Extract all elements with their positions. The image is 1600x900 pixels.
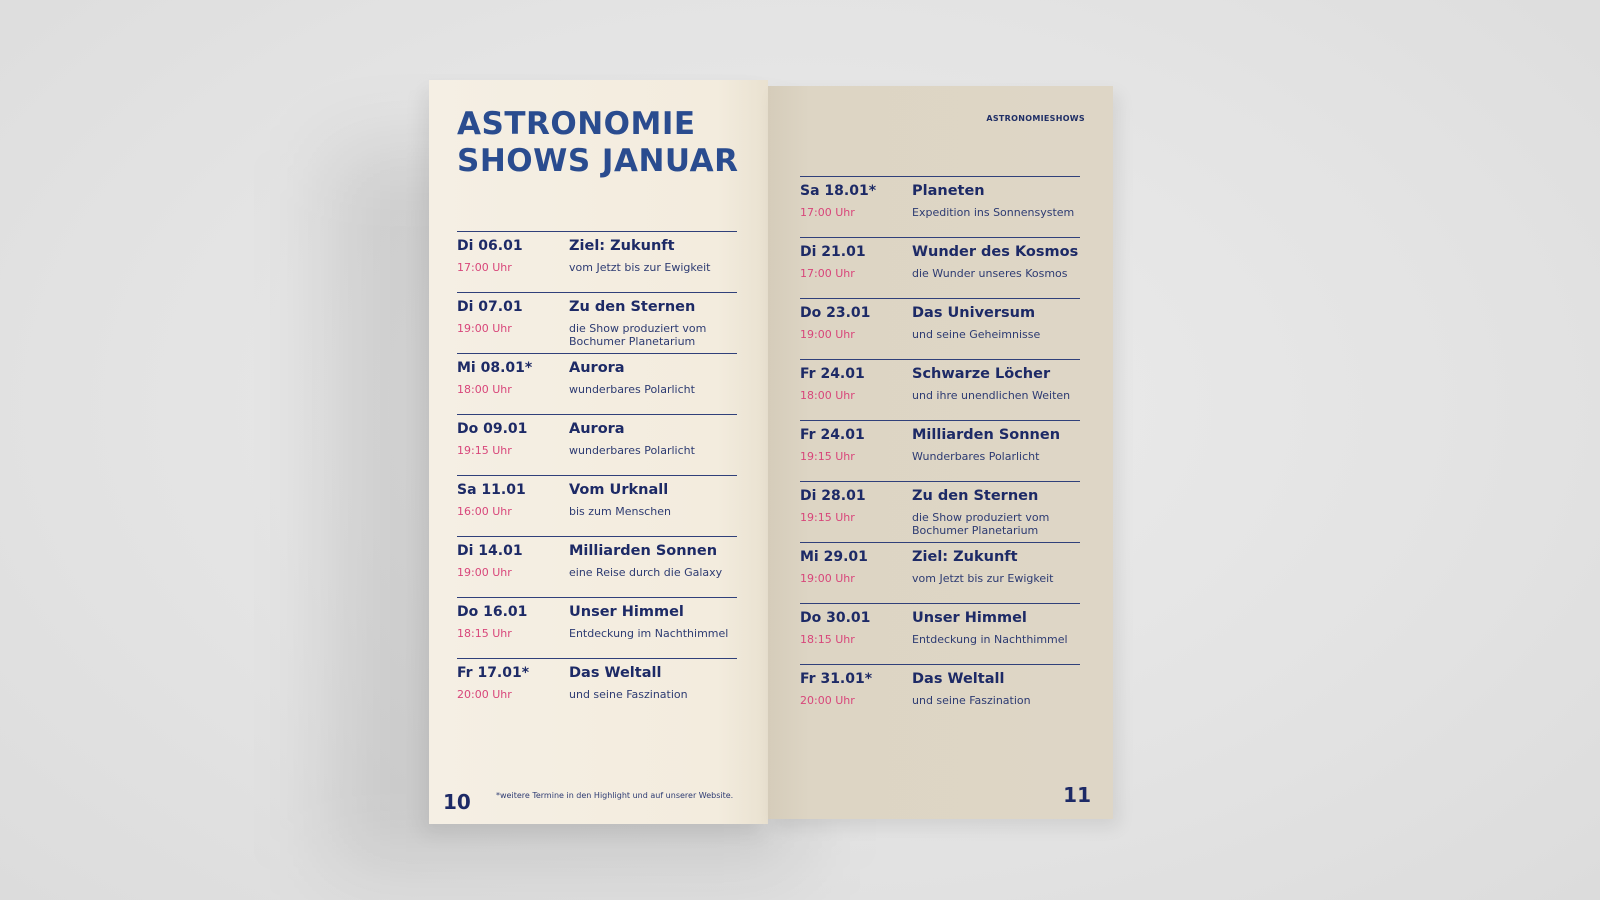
entry-time: 19:00 Uhr	[800, 572, 855, 585]
schedule-entry	[800, 420, 1080, 481]
entry-subtitle: und seine Faszination	[569, 688, 688, 701]
entry-subtitle: die Show produziert vom Bochumer Planetarium	[912, 511, 1050, 537]
schedule-entry	[457, 475, 737, 536]
entry-subtitle: wunderbares Polarlicht	[569, 444, 695, 457]
entry-time: 19:00 Uhr	[457, 322, 512, 335]
entry-time: 17:00 Uhr	[800, 267, 855, 280]
page-number-left: 10	[443, 790, 471, 814]
entry-subtitle: wunderbares Polarlicht	[569, 383, 695, 396]
left-schedule-list	[457, 231, 737, 719]
schedule-entry	[457, 536, 737, 597]
entry-date: Do 16.01	[457, 604, 528, 620]
entry-date: Do 23.01	[800, 305, 871, 321]
footnote: *weitere Termine in den Highlight und auf unserer Website.	[496, 791, 734, 800]
entry-title: Unser Himmel	[569, 604, 684, 620]
right-schedule-list	[800, 176, 1080, 725]
entry-title: Planeten	[912, 183, 985, 199]
entry-subtitle: vom Jetzt bis zur Ewigkeit	[912, 572, 1054, 585]
entry-date: Di 14.01	[457, 543, 523, 559]
entry-time: 18:00 Uhr	[800, 389, 855, 402]
entry-title: Vom Urknall	[569, 482, 669, 498]
entry-time: 19:15 Uhr	[800, 511, 855, 524]
entry-time: 17:00 Uhr	[800, 206, 855, 219]
entry-date: Sa 11.01	[457, 482, 526, 498]
entry-date: Di 07.01	[457, 299, 523, 315]
entry-subtitle: und seine Geheimnisse	[912, 328, 1041, 341]
entry-time: 20:00 Uhr	[457, 688, 512, 701]
entry-date: Do 30.01	[800, 610, 871, 626]
entry-subtitle: eine Reise durch die Galaxy	[569, 566, 723, 579]
entry-title: Schwarze Löcher	[912, 366, 1051, 382]
left-page	[429, 80, 768, 824]
entry-title: Das Universum	[912, 305, 1036, 321]
entry-subtitle: Entdeckung im Nachthimmel	[569, 627, 729, 640]
entry-subtitle: und seine Faszination	[912, 694, 1031, 707]
schedule-entry	[800, 359, 1080, 420]
entry-subtitle: Wunderbares Polarlicht	[912, 450, 1040, 463]
entry-title: Milliarden Sonnen	[912, 427, 1061, 443]
entry-subtitle: Entdeckung in Nachthimmel	[912, 633, 1068, 646]
schedule-entry	[457, 292, 737, 353]
entry-date: Fr 17.01*	[457, 665, 530, 681]
entry-date: Fr 24.01	[800, 366, 865, 382]
entry-date: Fr 24.01	[800, 427, 865, 443]
entry-subtitle: die Show produziert vom Bochumer Planetarium	[569, 322, 707, 348]
entry-time: 16:00 Uhr	[457, 505, 512, 518]
entry-title: Aurora	[569, 360, 625, 376]
entry-title: Unser Himmel	[912, 610, 1027, 626]
entry-time: 20:00 Uhr	[800, 694, 855, 707]
page-number-right: 11	[1063, 783, 1091, 807]
entry-time: 19:15 Uhr	[457, 444, 512, 457]
entry-title: Aurora	[569, 421, 625, 437]
entry-subtitle: bis zum Menschen	[569, 505, 671, 518]
entry-time: 17:00 Uhr	[457, 261, 512, 274]
entry-title: Zu den Sternen	[912, 488, 1039, 504]
entry-date: Mi 08.01*	[457, 360, 533, 376]
schedule-entry	[800, 298, 1080, 359]
entry-title: Zu den Sternen	[569, 299, 696, 315]
schedule-entry	[800, 542, 1080, 603]
schedule-entry	[457, 231, 737, 292]
running-header: ASTRONOMIESHOWS	[986, 114, 1085, 123]
entry-date: Do 09.01	[457, 421, 528, 437]
schedule-entry	[800, 603, 1080, 664]
entry-date: Di 21.01	[800, 244, 866, 260]
title-line-1: ASTRONOMIE	[457, 106, 696, 142]
schedule-entry	[457, 353, 737, 414]
entry-time: 19:00 Uhr	[457, 566, 512, 579]
entry-subtitle: die Wunder unseres Kosmos	[912, 267, 1068, 280]
entry-time: 18:15 Uhr	[457, 627, 512, 640]
entry-date: Di 28.01	[800, 488, 866, 504]
schedule-entry	[800, 481, 1080, 542]
entry-time: 18:15 Uhr	[800, 633, 855, 646]
entry-title: Ziel: Zukunft	[569, 238, 675, 254]
entry-date: Fr 31.01*	[800, 671, 873, 687]
entry-subtitle: vom Jetzt bis zur Ewigkeit	[569, 261, 711, 274]
entry-title: Ziel: Zukunft	[912, 549, 1018, 565]
entry-subtitle: Expedition ins Sonnensystem	[912, 206, 1075, 219]
entry-date: Sa 18.01*	[800, 183, 877, 199]
entry-title: Milliarden Sonnen	[569, 543, 718, 559]
page-title	[457, 106, 739, 180]
schedule-entry	[457, 414, 737, 475]
entry-title: Das Weltall	[569, 665, 662, 681]
schedule-entry	[457, 658, 737, 719]
entry-subtitle: und ihre unendlichen Weiten	[912, 389, 1071, 402]
right-page	[768, 86, 1113, 819]
schedule-entry	[800, 176, 1080, 237]
entry-title: Wunder des Kosmos	[912, 244, 1079, 260]
schedule-entry	[457, 597, 737, 658]
entry-date: Mi 29.01	[800, 549, 868, 565]
title-line-2: SHOWS JANUAR	[457, 143, 739, 179]
entry-title: Das Weltall	[912, 671, 1005, 687]
entry-time: 18:00 Uhr	[457, 383, 512, 396]
schedule-entry	[800, 664, 1080, 725]
entry-time: 19:15 Uhr	[800, 450, 855, 463]
schedule-entry	[800, 237, 1080, 298]
entry-time: 19:00 Uhr	[800, 328, 855, 341]
entry-date: Di 06.01	[457, 238, 523, 254]
